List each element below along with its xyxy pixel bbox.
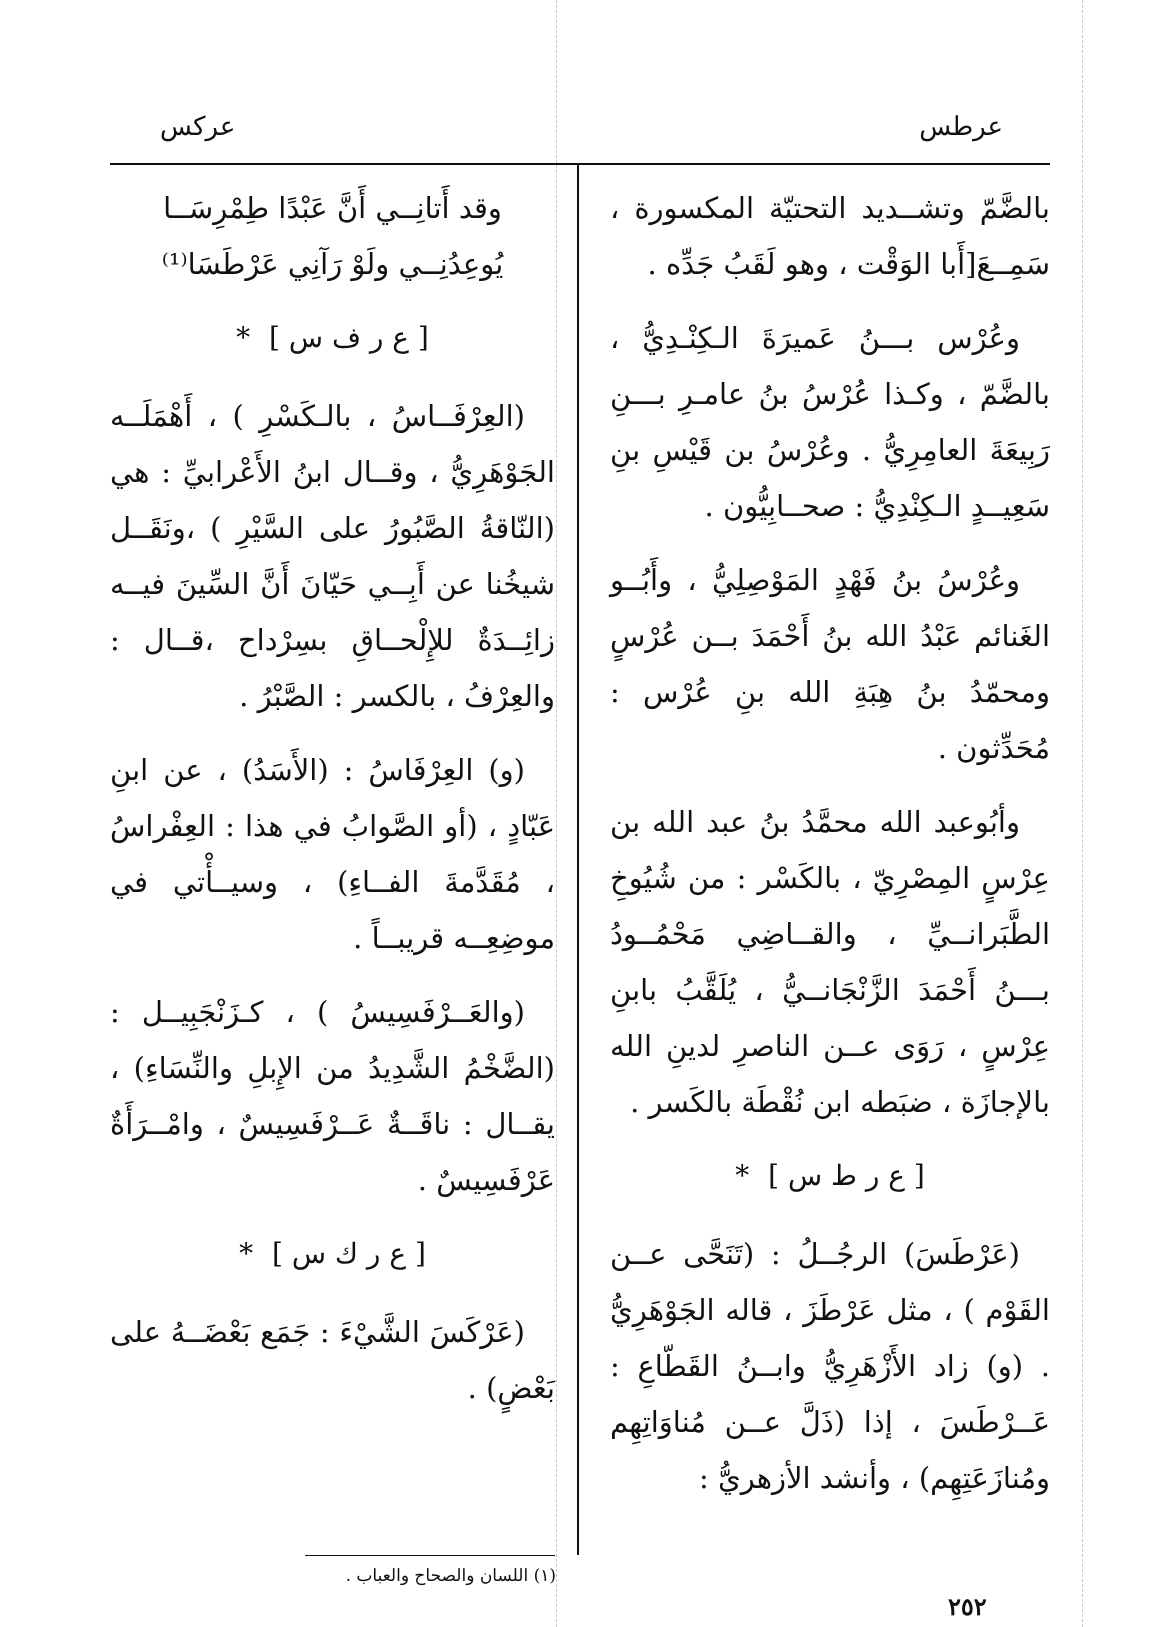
root-heading-text: [ ع ر ك س ] — [272, 1237, 426, 1270]
root-heading-text: [ ع ر ف س ] — [269, 321, 429, 354]
root-heading — [610, 1148, 1050, 1204]
column-divider — [577, 165, 579, 1555]
left-column — [110, 180, 555, 1434]
entry-paragraph: وأبُوعبد الله محمَّدُ بنُ عبد الله بن عِرْسٍ المِصْرِيّ ، بالكَسْر : من شُيُوخِ الطَّبَرانــيِّ ، والقــاضِي مَحْمُــودُ بـــنُ أَحْمَدَ الزَّنْجَانــيُّ ، يُلَقَّبُ بابنِ عِرْسٍ ، رَوَى عــن الناصرِ لدينِ الله بالإجازَة ، ضبَطه ابن نُقْطَة بالكَسر . — [610, 805, 1050, 1119]
scan-edge-line — [1082, 0, 1083, 1627]
entry-paragraph: (والعَــرْفَسِيسُ ) ، كـزَنْجَبِيــل : (الضَّخْمُ الشَّدِيدُ من الإِبلِ والنِّسَاءِ) ، يقــال : ناقَــةٌ عَــرْفَسِيسٌ ، وامْــرَأَةٌ عَرْفَسِيسٌ . — [110, 995, 555, 1197]
entry-paragraph: وعُرْس بـــنُ عَميرَةَ الـكِنْـدِيُّ ، بالضَّمّ ، وكـذا عُرْسُ بنُ عامـرِ بـــنِ رَبِيعَةَ العامِرِيُّ . وعُرْسُ بن قَيْسِ بنِ سَعِيــدٍ الـكِنْدِيُّ : صحــابِيُّون . — [610, 321, 1050, 523]
entry-paragraph: (و) العِرْفَاسُ : (الأَسَدُ) ، عن ابنِ عَبّادٍ ، (أو الصَّوابُ في هذا : العِفْراسُ ، مُقَدَّمةَ الفــاءِ) ، وسيــأْتي في موضِعِــه قريبــاً . — [110, 753, 555, 955]
verse — [110, 180, 555, 292]
footnote-rule — [305, 1555, 555, 1556]
footnote: (١) اللسان والصحاح والعباب . — [345, 1566, 556, 1586]
root-heading-text: [ ع ر ط س ] — [768, 1159, 925, 1192]
right-column — [610, 180, 1050, 1524]
entry-paragraph: (العِرْفَــاسُ ، بالـكَسْرِ ) ، أَهْمَلَــه الجَوْهَرِيُّ ، وقــال ابنُ الأَعْرابيِّ : هي (النّاقةُ الصَّبُورُ على السَّيْرِ ) ،ونَقَــل شيخُنا عن أَبِــي حَيّانَ أَنَّ السِّينَ فيــه زائِــدَةٌ للإِلْحــاقِ بسِرْداح ،قــال : والعِرْفُ ، بالكسر : الصَّبْرُ . — [110, 399, 555, 713]
root-heading — [110, 1226, 555, 1282]
header-rule — [110, 163, 1050, 165]
asterisk-mark: * — [239, 1237, 254, 1270]
running-head-left: عركس — [160, 112, 236, 142]
asterisk-mark: * — [735, 1159, 750, 1192]
entry-paragraph: (عَرْكَسَ الشَّيْءَ : جَمَع بَعْضَــهُ على بَعْضٍ) . — [110, 1315, 555, 1405]
scan-fold-line — [556, 0, 557, 1627]
root-heading — [110, 310, 555, 366]
running-head-right: عرطس — [919, 112, 1003, 142]
entry-paragraph: وعُرْسُ بنُ فَهْدٍ المَوْصِلِيُّ ، وأَبُــو الغَنائم عَبْدُ الله بنُ أَحْمَدَ بــن عُرْسٍ ومحمّدُ بنُ هِبَةِ الله بنِ عُرْس : مُحَدِّثون . — [610, 563, 1050, 765]
entry-paragraph: (عَرْطَسَ) الرجُــلُ : (تَنَحَّى عــن القَوْم ) ، مثل عَرْطَزَ ، قاله الجَوْهَرِيُّ . (و) زاد الأَزْهَرِيُّ وابــنُ القَطّاعِ : عَــرْطَسَ ، إذا (ذَلَّ عــن مُناوَاتِهِم ومُنازَعَتِهِم) ، وأنشد الأزهريُّ : — [610, 1237, 1050, 1495]
asterisk-mark: * — [236, 321, 251, 354]
verse-line: يُوعِدُنِــي ولَوْ رَآنِي عَرْطَسَا⁽¹⁾ — [161, 247, 504, 281]
verse-line: وقد أَتانِــي أَنَّ عَبْدًا طِمْرِسَــا — [163, 191, 502, 225]
entry-paragraph: بالضَّمّ وتشــديد التحتيّة المكسورة ، سَمِــعَ[أَبا الوَقْت ، وهو لَقَبُ جَدِّه . — [610, 191, 1050, 281]
page-number: ٢٥٢ — [948, 1592, 987, 1621]
